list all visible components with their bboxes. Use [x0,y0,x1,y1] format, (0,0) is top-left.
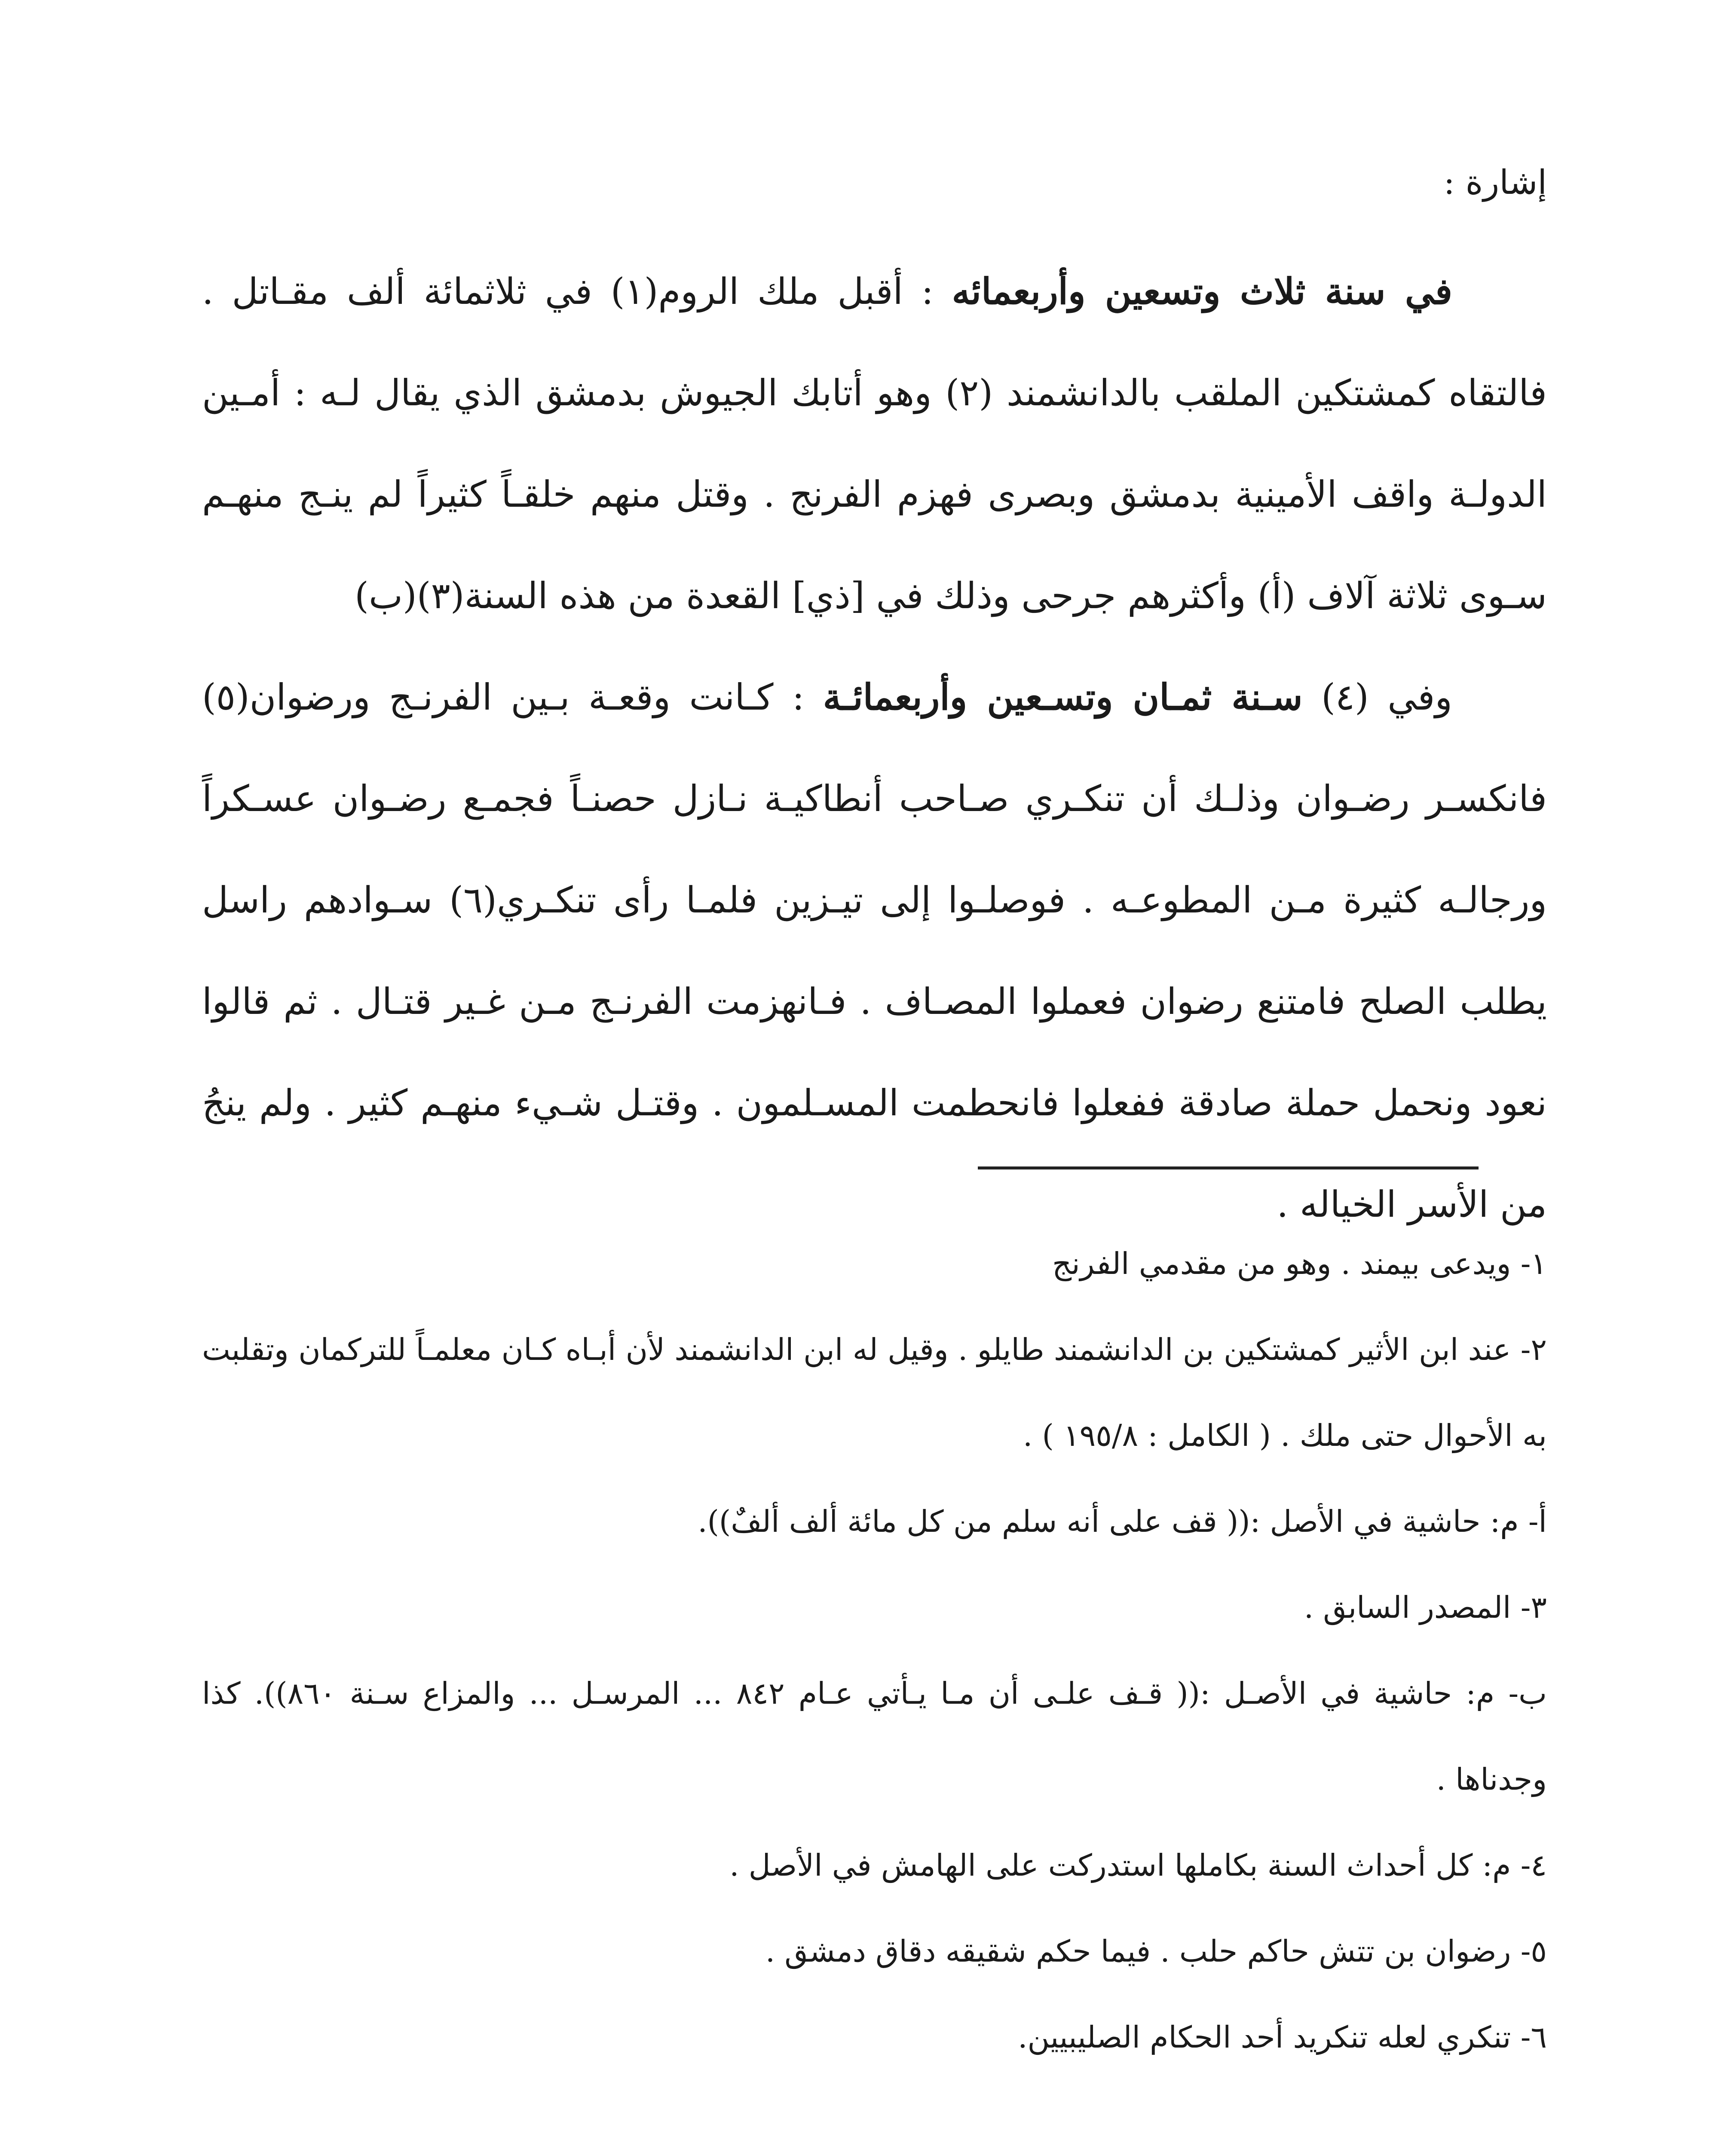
main-text [202,241,1547,1255]
footnote: أ- م: حاشية في الأصل :(( قف على أنه سلم من كل مائة ألف ألفٌ)). [698,1504,1547,1539]
year-heading: سـنة ثمـان وتسـعين وأربعمائـة [823,676,1303,718]
footnote: ٢- عند ابن الأثير كمشتكين بن الدانشمند طايلو . وقيل له ابن الدانشمند لأن أبـاه كـان معلمـاً للتركمان وتقلبت به الأحوال حتى ملك . ( الكامل : ١٩٥/٨ ) . [202,1332,1547,1453]
paragraph-prefix: وفي (٤) [1302,676,1452,718]
footnote: ب- م: حاشية في الأصـل :(( قـف علـى أن مـا يـأتي عـام ٨٤٢ ... المرسـل ... والمزاع سـنة ٨٦٠)). كذا وجدناها . [202,1676,1547,1797]
footnote: ١- ويدعى بيمند . وهو من مقدمي الفرنج [1052,1246,1547,1281]
footnote: ٣- المصدر السابق . [1304,1590,1547,1625]
paragraph [202,646,1547,1255]
footnote: ٥- رضوان بن تتش حاكم حلب . فيما حكم شقيقه دقاق دمشق . [765,1934,1547,1969]
footnote: ٦- تنكري لعله تنكريد أحد الحكام الصليبيين. [1018,2020,1547,2055]
section-label: إشارة : [1443,163,1547,202]
year-heading: في سنة ثلاث وتسعين وأربعمائه [952,270,1453,312]
paragraph [202,241,1547,646]
footnotes [202,1221,1547,2080]
paragraph-text: : كـانت وقعـة بـين الفرنـج ورضوان(٥) فانكسـر رضـوان وذلـك أن تنكـري صـاحب أنطاكيـة نـازل حصنـاً فجمـع رضـوان عسـكراً ورجالـه كثيرة مـن المطوعـه . فوصلـوا إلى تيـزين فلمـا رأى تنكـري(٦) سـوادهم راسل يطلب الصلح فامتنع رضوان فعملوا المصـاف . فـانهزمت الفرنـج مـن غـير قتـال . ثم قالوا نعود ونحمل حملة صادقة ففعلوا فانحطمت المسـلمون . وقتـل شـيء منهـم كثير . ولم ينجُ من الأسر الخياله . [202,676,1547,1225]
footnote: ٤- م: كل أحداث السنة بكاملها استدركت على الهامش في الأصل . [729,1848,1547,1883]
paragraph-text: : أقبل ملك الروم(١) في ثلاثمائة ألف مقـاتل . فالتقاه كمشتكين الملقب بالدانشمند (٢) وهو أتابك الجيوش بدمشق الذي يقال لـه : أمـين الدولـة واقف الأمينية بدمشق وبصرى فهزم الفرنج . وقتل منهم خلقـاً كثيراً لم ينـج منهـم سـوى ثلاثة آلاف (أ) وأكثرهم جرحى وذلك في [ذي] القعدة من هذه السنة(٣)(ب) [202,270,1547,617]
footnote-divider [978,1166,1479,1169]
